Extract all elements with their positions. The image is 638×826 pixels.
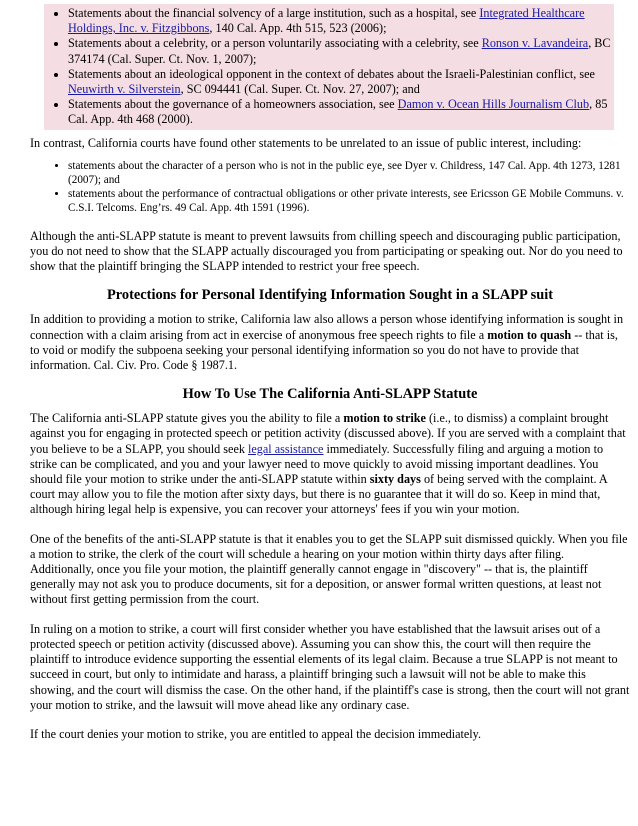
- paragraph-denies: If the court denies your motion to strike, you are entitled to appeal the decision immediately.: [30, 726, 482, 741]
- list-item: • statements about the character of a person who is not in the public eye, see Dyer v. Childress, 147 Cal. App. 4th 1273, 1281 (2007); and: [68, 159, 630, 187]
- item-text: , BC 374174 (Cal. Super. Ct. Nov. 1, 2007);: [68, 36, 611, 66]
- case-link-damon[interactable]: Damon v. Ocean Hills Journalism Club: [397, 97, 590, 112]
- item-text: , 85 Cal. App. 4th 468 (2000).: [68, 97, 608, 127]
- item-text: Statements about the governance of a homeowners association, see: [68, 97, 398, 112]
- document-page: [30, 0, 630, 742]
- motion-to-strike-term: motion to strike: [343, 411, 426, 426]
- item-text: Statements about a celebrity, or a person voluntarily associating with a celebrity, see: [68, 36, 482, 51]
- paragraph-ruling: In ruling on a motion to strike, a court will first consider whether you have established that the lawsuit arises out of a protected speech or petition activity (discussed above). Assuming you can show this, the court will then require the plaintiff to introduce evidence supporting the essential elements of its legal claim. Because a true SLAPP is not meant to succeed in court, but only to intimidate and harass, a plaintiff bringing such a lawsuit will not be able to make this showing, and the court will dismiss the case. On the other hand, if the plaintiff's case is strong, then the court will not grant your motion to strike, and the lawsuit will move ahead like any ordinary case.: [30, 621, 630, 712]
- item-text: Statements about an ideological opponent in the context of debates about the Israeli-Palestinian conflict, see: [68, 66, 595, 81]
- list-item: [68, 97, 614, 127]
- list-item: [68, 67, 614, 97]
- legal-assistance-link[interactable]: legal assistance: [248, 441, 324, 456]
- public-interest-examples-list: [44, 6, 614, 128]
- paragraph-how-to-use: The California anti-SLAPP statute gives you the ability to file a motion to strike (i.e., to dismiss) a complaint brought against you for engaging in protected speech or petition activity (discussed above). If you are served with a complaint that you believe to be a SLAPP, you should seek legal assistance immediately. Successfully filing and arguing a motion to strike can be complicated, and you and your lawyer need to move quickly to avoid missing important deadlines. You should file your motion to strike under the anti-SLAPP statute within sixty days of being served with the complaint. A court may allow you to file the motion after sixty days, but there is no guarantee that it will do so. Keep in mind that, although hiring legal help is expensive, you can recover your attorneys' fees if you win your motion.: [30, 411, 626, 517]
- heading-how-to-use: How To Use The California Anti-SLAPP Statute: [182, 386, 478, 403]
- sixty-days-term: sixty days: [369, 472, 421, 487]
- contrast-intro: In contrast, California courts have found other statements to be unrelated to an issue of public interest, including:: [30, 135, 582, 150]
- item-text: , 140 Cal. App. 4th 515, 523 (2006);: [209, 21, 387, 36]
- highlighted-examples-block: [44, 4, 614, 130]
- paragraph-protections: In addition to providing a motion to strike, California law also allows a person whose identifying information is sought in connection with a claim arising from act in exercise of anonymous free speech rights to file a motion to quash -- that is, to void or modify the subpoena seeking your personal identifying information so you do not have to provide that information. Cal. Civ. Pro. Code § 1987.1.: [30, 312, 624, 373]
- item-text: Statements about the financial solvency of a large institution, such as a hospital, see: [68, 6, 480, 20]
- list-item: • statements about the performance of contractual obligations or other private interests, see Ericsson GE Mobile Communs. v. C.S.I. Telcoms. Eng’rs. 49 Cal. App. 4th 1591 (1996).: [68, 187, 630, 215]
- paragraph-although: Although the anti-SLAPP statute is meant to prevent lawsuits from chilling speech and discouraging public participation, you do not need to show that the SLAPP actually discouraged you from participating or speaking out. Nor do you need to show that the plaintiff bringing the SLAPP intended to restrict your free speech.: [30, 228, 623, 274]
- paragraph-benefits: One of the benefits of the anti-SLAPP statute is that it enables you to get the SLAPP suit dismissed quickly. When you file a motion to strike, the clerk of the court will schedule a hearing on your motion within thirty days after filing. Additionally, once you file your motion, the plaintiff generally cannot engage in "discovery" -- that is, the plaintiff generally may not ask you to produce documents, sit for a deposition, or answer formal written questions, at least not without first getting permission from the court.: [30, 531, 628, 607]
- list-item: [68, 36, 614, 66]
- motion-to-quash-term: motion to quash: [487, 327, 572, 342]
- unrelated-statements-list: [30, 159, 630, 215]
- list-item: [68, 6, 614, 36]
- case-link-ronson[interactable]: Ronson v. Lavandeira: [481, 36, 589, 51]
- case-link-neuwirth[interactable]: Neuwirth v. Silverstein: [68, 82, 181, 97]
- heading-protections: Protections for Personal Identifying Information Sought in a SLAPP suit: [106, 287, 553, 304]
- item-text: , SC 094441 (Cal. Super. Ct. Nov. 27, 2007); and: [180, 82, 420, 97]
- case-link-fitzgibbons[interactable]: Integrated Healthcare Holdings, Inc. v. Fitzgibbons: [68, 6, 585, 36]
